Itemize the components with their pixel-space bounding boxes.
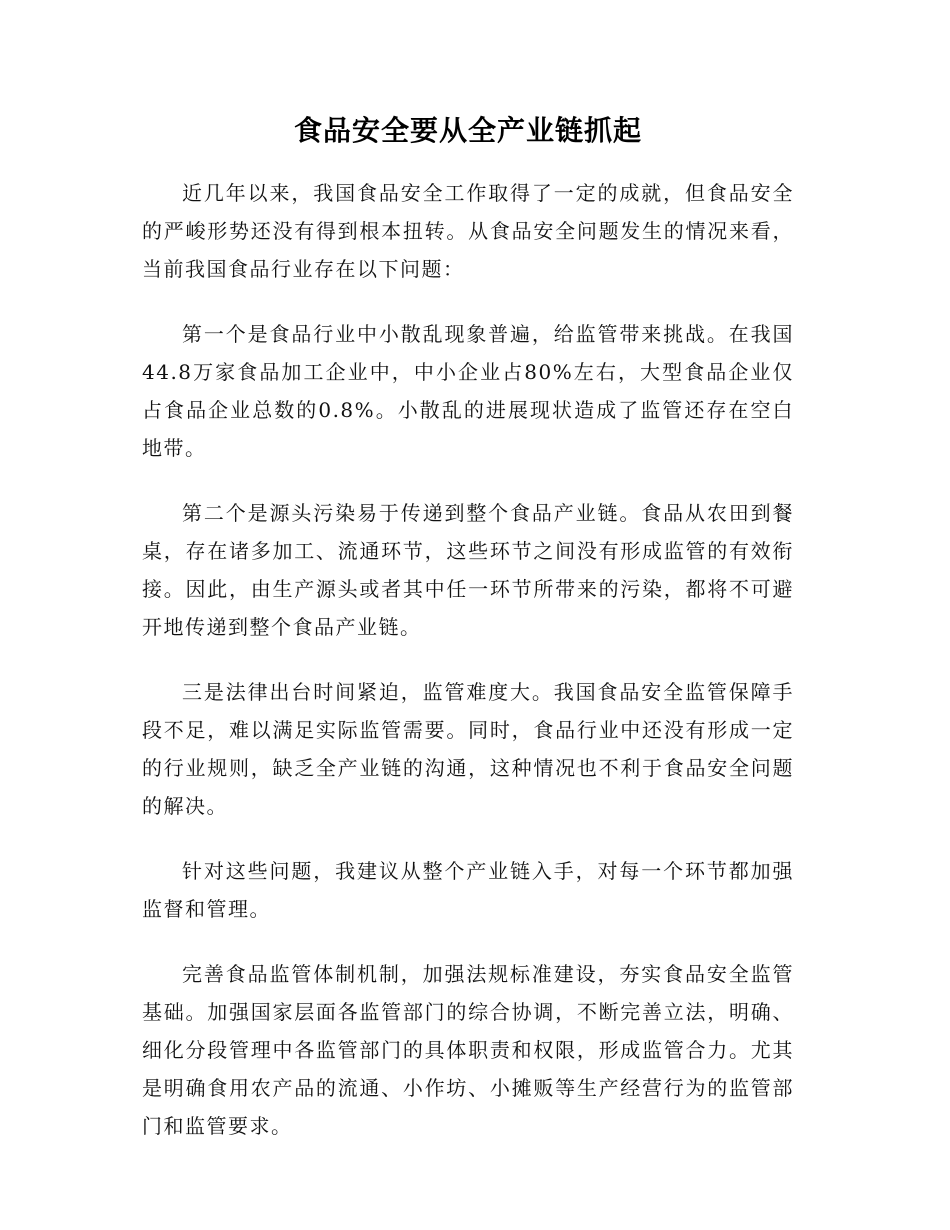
- document-title: 食品安全要从全产业链抓起: [293, 114, 642, 147]
- paragraph-problem-three: 三是法律出台时间紧迫，监管难度大。我国食品安全监管保障手段不足，难以满足实际监管需要。同时，食品行业中还没有形成一定的行业规则，缺乏全产业链的沟通，这种情况也不利于食品安全问题的解决。: [142, 680, 794, 818]
- paragraph-suggestion: 针对这些问题，我建议从整个产业链入手，对每一个环节都加强监督和管理。: [142, 859, 794, 921]
- paragraph-problem-one: 第一个是食品行业中小散乱现象普遍，给监管带来挑战。在我国44.8万家食品加工企业中，中小企业占80%左右，大型食品企业仅占食品企业总数的0.8%。小散乱的进展现状造成了监管还存在空白地带。: [142, 322, 794, 460]
- document-page: [142, 108, 794, 1172]
- paragraph-measure: 完善食品监管体制机制，加强法规标准建设，夯实食品安全监管基础。加强国家层面各监管部门的综合协调，不断完善立法，明确、细化分段管理中各监管部门的具体职责和权限，形成监管合力。尤其是明确食用农产品的流通、小作坊、小摊贩等生产经营行为的监管部门和监管要求。: [142, 962, 794, 1138]
- paragraph-problem-two: 第二个是源头污染易于传递到整个食品产业链。食品从农田到餐桌，存在诸多加工、流通环节，这些环节之间没有形成监管的有效衔接。因此，由生产源头或者其中任一环节所带来的污染，都将不可避开地传递到整个食品产业链。: [142, 501, 794, 639]
- paragraph-intro: 近几年以来，我国食品安全工作取得了一定的成就，但食品安全的严峻形势还没有得到根本扭转。从食品安全问题发生的情况来看，当前我国食品行业存在以下问题：: [142, 181, 794, 281]
